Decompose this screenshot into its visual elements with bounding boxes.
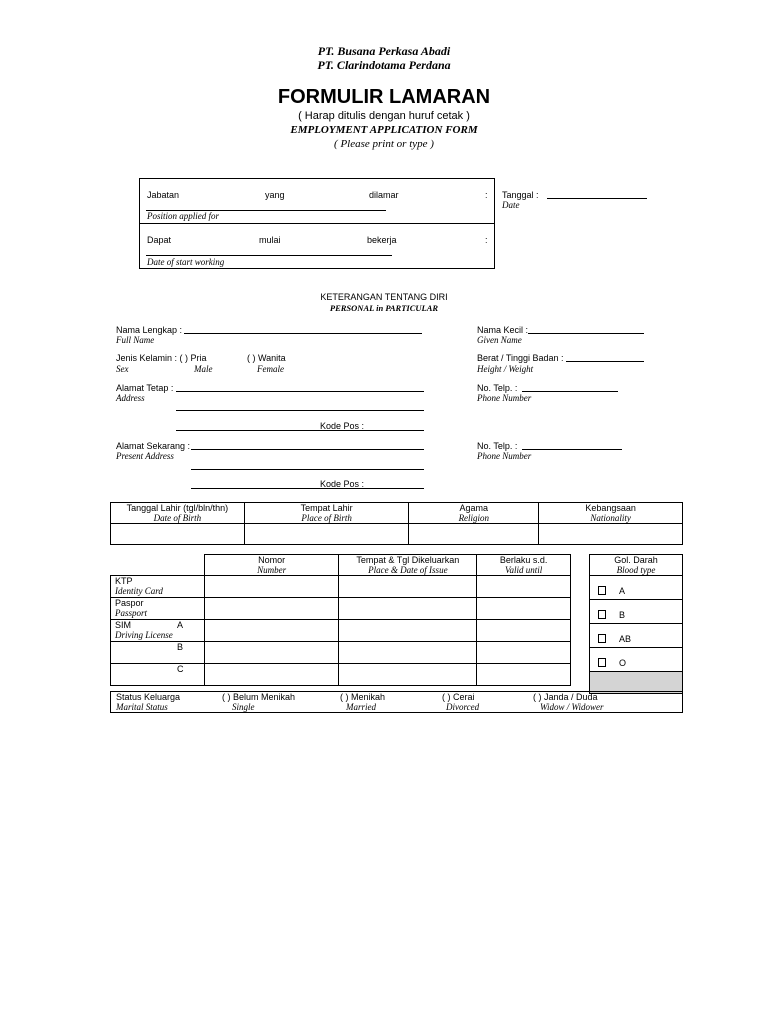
present-address-field-3[interactable] — [191, 488, 424, 489]
religion-header: Agama Religion — [409, 503, 539, 524]
ktp-number-cell[interactable] — [204, 576, 339, 598]
phone-label: No. Telp. : — [477, 383, 518, 393]
jabatan-label-3: dilamar — [369, 190, 399, 200]
male-en: Male — [194, 364, 213, 374]
marital-divorced-en: Divorced — [446, 702, 480, 712]
full-name-en: Full Name — [116, 335, 155, 345]
dapat-label-3: bekerja — [367, 235, 397, 245]
checkbox-icon[interactable] — [598, 658, 606, 667]
marital-single-option[interactable]: ( ) Belum Menikah — [222, 692, 296, 702]
birth-date-header: Tanggal Lahir (tgl/bln/thn) Date of Birth — [111, 503, 245, 524]
sim-c-label: C — [111, 664, 205, 686]
checkbox-icon[interactable] — [598, 610, 606, 619]
sim-a-label: SIM Driving License A — [111, 620, 205, 642]
present-address-label: Alamat Sekarang : — [116, 441, 191, 451]
form-note-en: ( Please print or type ) — [334, 138, 434, 150]
personal-section-title-en: PERSONAL in PARTICULAR — [329, 303, 439, 313]
sim-a-valid-cell[interactable] — [477, 620, 571, 642]
dapat-label-2: mulai — [259, 235, 281, 245]
sim-c-valid-cell[interactable] — [477, 664, 571, 686]
birth-table — [110, 502, 683, 545]
marital-married-option[interactable]: ( ) Menikah — [340, 692, 386, 702]
female-option[interactable]: ( ) Wanita — [247, 353, 286, 363]
sim-a-suffix: A — [177, 620, 184, 630]
present-address-field-2[interactable] — [191, 469, 424, 470]
marital-married-en: Married — [346, 702, 376, 712]
address-en: Address — [116, 393, 145, 403]
present-address-field-1[interactable] — [191, 449, 424, 450]
jabatan-label-2: yang — [265, 190, 285, 200]
blood-option-ab[interactable]: AB — [590, 624, 683, 648]
id-table-corner — [111, 555, 205, 576]
dapat-label: Dapat — [147, 235, 172, 245]
address-field-1[interactable] — [176, 391, 424, 392]
sim-c-number-cell[interactable] — [204, 664, 339, 686]
phone-en: Phone Number — [477, 393, 532, 403]
position-box-divider — [139, 223, 495, 224]
ktp-issue-cell[interactable] — [339, 576, 477, 598]
given-name-field[interactable] — [528, 333, 644, 334]
marital-widow-option[interactable]: ( ) Janda / Duda — [533, 692, 598, 702]
table-row — [111, 664, 571, 686]
sex-en: Sex — [116, 364, 129, 374]
given-name-en: Given Name — [477, 335, 522, 345]
address-field-2[interactable] — [176, 410, 424, 411]
sex-label[interactable]: Jenis Kelamin : ( ) Pria — [116, 353, 207, 363]
sim-b-valid-cell[interactable] — [477, 642, 571, 664]
passport-valid-cell[interactable] — [477, 598, 571, 620]
full-name-label: Nama Lengkap : — [116, 325, 183, 335]
position-applied-en: Position applied for — [147, 211, 219, 221]
table-row — [111, 642, 571, 664]
birth-place-header: Tempat Lahir Place of Birth — [244, 503, 409, 524]
birth-date-cell[interactable] — [111, 524, 245, 545]
blood-type-header: Gol. Darah Blood type — [590, 555, 683, 576]
form-title-en: EMPLOYMENT APPLICATION FORM — [290, 124, 478, 136]
number-header: Nomor Number — [204, 555, 339, 576]
phone2-label: No. Telp. : — [477, 441, 518, 451]
address-label: Alamat Tetap : — [116, 383, 174, 393]
nationality-header: Kebangsaan Nationality — [539, 503, 683, 524]
marital-divorced-option[interactable]: ( ) Cerai — [442, 692, 475, 702]
personal-section-title: KETERANGAN TENTANG DIRI — [320, 292, 448, 302]
dapat-colon: : — [485, 235, 488, 245]
blood-option-o[interactable]: O — [590, 648, 683, 672]
address-field-3[interactable] — [176, 430, 424, 431]
sim-a-issue-cell[interactable] — [339, 620, 477, 642]
phone-field[interactable] — [522, 391, 618, 392]
marital-widow-en: Widow / Widower — [540, 702, 604, 712]
tanggal-en: Date — [502, 200, 520, 210]
table-row — [111, 620, 571, 642]
table-row — [111, 576, 571, 598]
sim-b-label: B — [111, 642, 205, 664]
marital-label: Status Keluarga — [116, 692, 181, 702]
religion-cell[interactable] — [409, 524, 539, 545]
postcode-label: Kode Pos : — [320, 421, 365, 431]
female-en: Female — [257, 364, 284, 374]
weight-en: Height / Weight — [477, 364, 534, 374]
full-name-field[interactable] — [184, 333, 422, 334]
blood-option-b[interactable]: B — [590, 600, 683, 624]
form-title: FORMULIR LAMARAN — [277, 86, 491, 108]
passport-issue-cell[interactable] — [339, 598, 477, 620]
blood-option-a[interactable]: A — [590, 576, 683, 600]
valid-header: Berlaku s.d. Valid until — [477, 555, 571, 576]
start-working-en: Date of start working — [147, 257, 225, 267]
sim-b-issue-cell[interactable] — [339, 642, 477, 664]
present-address-en: Present Address — [116, 451, 174, 461]
phone2-field[interactable] — [522, 449, 622, 450]
sim-b-number-cell[interactable] — [204, 642, 339, 664]
form-note-id: ( Harap ditulis dengan huruf cetak ) — [298, 110, 470, 122]
tanggal-field[interactable] — [547, 198, 647, 199]
nationality-cell[interactable] — [539, 524, 683, 545]
ktp-valid-cell[interactable] — [477, 576, 571, 598]
sim-c-issue-cell[interactable] — [339, 664, 477, 686]
marital-single-en: Single — [232, 702, 255, 712]
phone2-en: Phone Number — [477, 451, 532, 461]
passport-label: Paspor Passport — [111, 598, 205, 620]
start-working-field[interactable] — [146, 255, 392, 256]
marital-label-en: Marital Status — [116, 702, 168, 712]
tanggal-label: Tanggal : — [502, 190, 539, 200]
jabatan-colon: : — [485, 190, 488, 200]
checkbox-icon[interactable] — [598, 586, 606, 595]
weight-label: Berat / Tinggi Badan : — [477, 353, 564, 363]
company-name-2: PT. Clarindotama Perdana — [317, 58, 451, 72]
checkbox-icon[interactable] — [598, 634, 606, 643]
postcode2-label: Kode Pos : — [320, 479, 365, 489]
weight-field[interactable] — [566, 361, 644, 362]
table-row — [111, 598, 571, 620]
issue-header: Tempat & Tgl Dikeluarkan Place & Date of Issue — [339, 555, 477, 576]
id-table — [110, 554, 571, 686]
sim-a-number-cell[interactable] — [204, 620, 339, 642]
ktp-label: KTP Identity Card — [111, 576, 205, 598]
birth-place-cell[interactable] — [244, 524, 409, 545]
passport-number-cell[interactable] — [204, 598, 339, 620]
company-name-1: PT. Busana Perkasa Abadi — [317, 44, 451, 58]
blood-type-table — [589, 554, 683, 694]
jabatan-label: Jabatan — [147, 190, 180, 200]
given-name-label: Nama Kecil : — [477, 325, 529, 335]
